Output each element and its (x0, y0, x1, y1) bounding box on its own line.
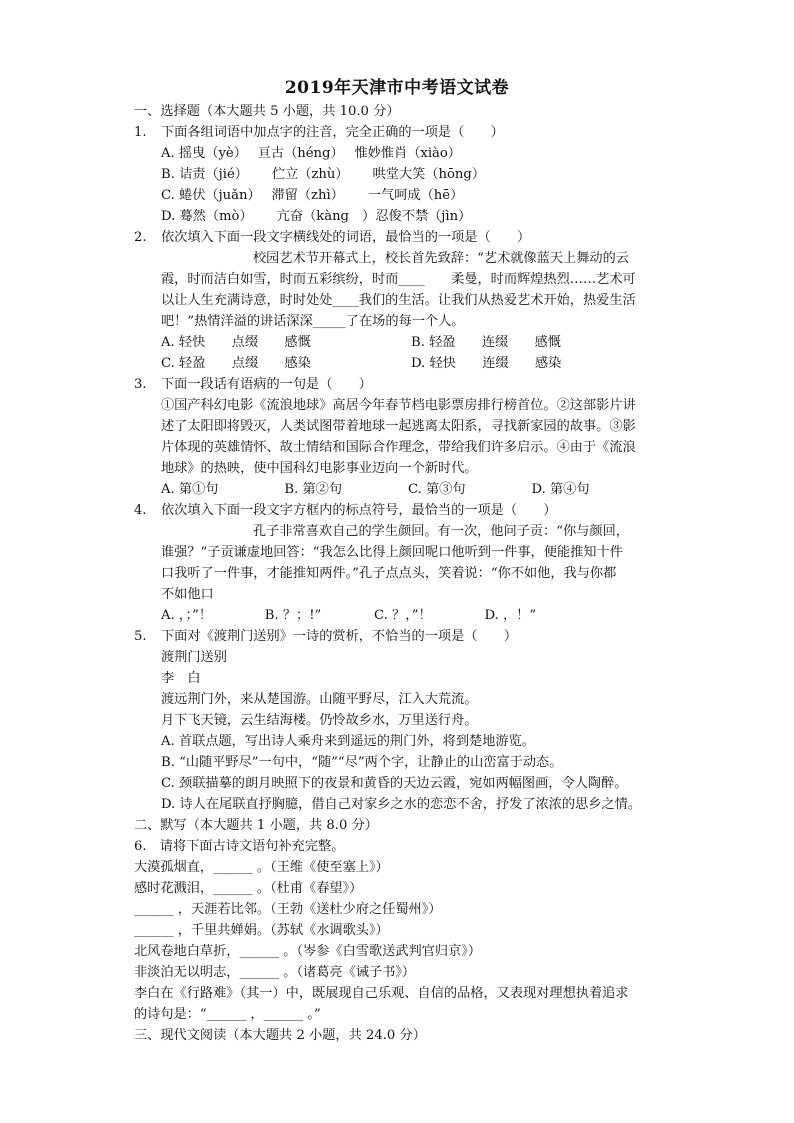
line-q2n: 2. (134, 230, 147, 245)
line-q4p2: 谁强？”子贡谦虚地回答：“我怎么比得上颜回呢口他听到一件事，便能推知十件 (161, 545, 623, 560)
page-title: 2019年天津市中考语文试卷 (284, 78, 510, 98)
line-q5: 下面对《渡荆门送别》一诗的赏析，不恰当的一项是（ ） (161, 629, 518, 644)
line-q5t: 渡荆门送别 (161, 650, 227, 665)
line-q2p1: 校园艺术节开幕式上，校长首先致辞：“艺术就像蓝天上舞动的云 (253, 251, 629, 266)
line-q1c: C. 蜷伏（juǎn） 滞留（zhì） 一气呵成（hē） (161, 188, 464, 203)
line-q1n: 1. (134, 125, 147, 140)
line-q2cc: C. 轻盈 点缀 感染 (161, 356, 311, 371)
line-q1: 下面各组词语中加点字的注音，完全正确的一项是（ ） (161, 125, 504, 140)
line-q3p3: 片体现的英雄情怀、故土情结和国际合作理念，带给我们许多启示。④由于《流浪 (161, 440, 636, 455)
line-q5n: 5. (134, 629, 147, 644)
line-q3: 下面一段话有语病的一句是（ ） (161, 377, 372, 392)
line-q4: 依次填入下面一段文字方框内的标点符号，最恰当的一项是（ ） (161, 503, 557, 518)
line-q5a: A. 首联点题，写出诗人乘舟来到遥远的荆门外，将到楚地游览。 (161, 734, 535, 749)
line-q1a: A. 摇曳（yè） 亘古（héng） 惟妙惟肖（xiào） (161, 146, 462, 161)
line-q2p4: 吧！”热情洋溢的讲话深深_____了在场的每一个人。 (161, 314, 465, 329)
line-q4n: 4. (134, 503, 147, 518)
line-s2: 二、默写（本大题共 1 小题，共 8.0 分） (134, 818, 378, 833)
line-q4opts: A. ，；”！ B. ？；!” C. ？，”！ D. ，！” (161, 608, 537, 623)
line-q6l6: 非淡泊无以明志，______ 。（诸葛亮《诫子书》） (134, 965, 416, 980)
line-q2p3: 以让人生充满诗意，时时处处____我们的生活。让我们从热爱艺术开始，热爱生活 (161, 293, 636, 308)
line-q4p4: 不如他口 (161, 587, 214, 602)
line-q5d: D. 诗人在尾联直抒胸臆，借自己对家乡之水的恋恋不舍，抒发了浓浓的思乡之情。 (161, 797, 642, 812)
line-q2dc: D. 轻快 连缀 感染 (411, 356, 562, 371)
line-q6l2: 感时花溅泪，______ 。（杜甫《春望》） (134, 881, 363, 896)
line-s3: 三、现代文阅读（本大题共 2 小题，共 24.0 分） (134, 1028, 426, 1043)
line-q6: 6. 请将下面古诗文语句补充完整。 (134, 839, 345, 854)
line-q2: 依次填入下面一段文字横线处的词语，最恰当的一项是（ ） (161, 230, 531, 245)
line-q2ac: A. 轻快 点缀 感慨 (161, 335, 311, 350)
line-q5au: 李 白 (161, 671, 201, 686)
line-q2p2: 霞，时而洁白如雪，时而五彩缤纷，时而____ 柔曼，时而辉煌热烈……艺术可 (161, 272, 636, 287)
line-q6l4: ______ ，千里共婵娟。（苏轼《水调歌头》） (134, 923, 389, 938)
line-q1b: B. 诘责（jié） 伫立（zhù） 哄堂大笑（hōng） (161, 167, 486, 182)
line-s1: 一、选择题（本大题共 5 小题，共 10.0 分） (134, 104, 400, 119)
line-q2bc: B. 轻盈 连缀 感慨 (411, 335, 561, 350)
line-q3opts: A. 第①句 B. 第②句 C. 第③句 D. 第④句 (161, 482, 590, 497)
line-q6l8: 的诗句是：“______ ，______ 。” (134, 1007, 321, 1022)
line-q5c: C. 颈联描摹的朗月映照下的夜景和黄昏的天边云霞，宛如两幅图画，令人陶醉。 (161, 776, 628, 791)
line-q6l1: 大漠孤烟直，______ 。（王维《使至塞上》） (134, 860, 389, 875)
line-q6l5: 北风卷地白草折，______ 。（岑参《白雪歌送武判官归京》） (134, 944, 482, 959)
line-q6l3: ______ ，天涯若比邻。（王勃《送杜少府之任蜀州》） (134, 902, 442, 917)
line-q5l1: 渡远荆门外，来从楚国游。山随平野尽，江入大荒流。 (161, 692, 478, 707)
line-q5l2: 月下飞天镜，云生结海楼。仍怜故乡水，万里送行舟。 (161, 713, 478, 728)
line-q5b: B. “山随平野尽”一句中，“随”“尽”两个字，让静止的山峦富于动态。 (161, 755, 563, 770)
line-q3p1: ①国产科幻电影《流浪地球》高居今年春节档电影票房排行榜首位。②这部影片讲 (161, 398, 636, 413)
line-q1d: D. 蓦然（mò） 亢奋（kàng ）忍俊不禁（jìn） (161, 209, 472, 224)
line-q6l7: 李白在《行路难》（其一）中，既展现自己乐观、自信的品格，又表现对理想执着追求 (134, 986, 629, 1001)
line-q4p3: 口我听了一件事，才能推知两件。”孔子点点头，笑着说：“你不如他，我与你都 (161, 566, 617, 581)
line-q3p2: 述了太阳即将毁灭，人类试图带着地球一起逃离太阳系，寻找新家园的故事。③影 (161, 419, 636, 434)
line-q3n: 3. (134, 377, 147, 392)
line-q3p4: 地球》的热映，使中国科幻电影事业迈向一个新时代。 (161, 461, 478, 476)
line-q4p1: 孔子非常喜欢自己的学生颜回。有一次，他问子贡：“你与颜回， (253, 524, 629, 539)
